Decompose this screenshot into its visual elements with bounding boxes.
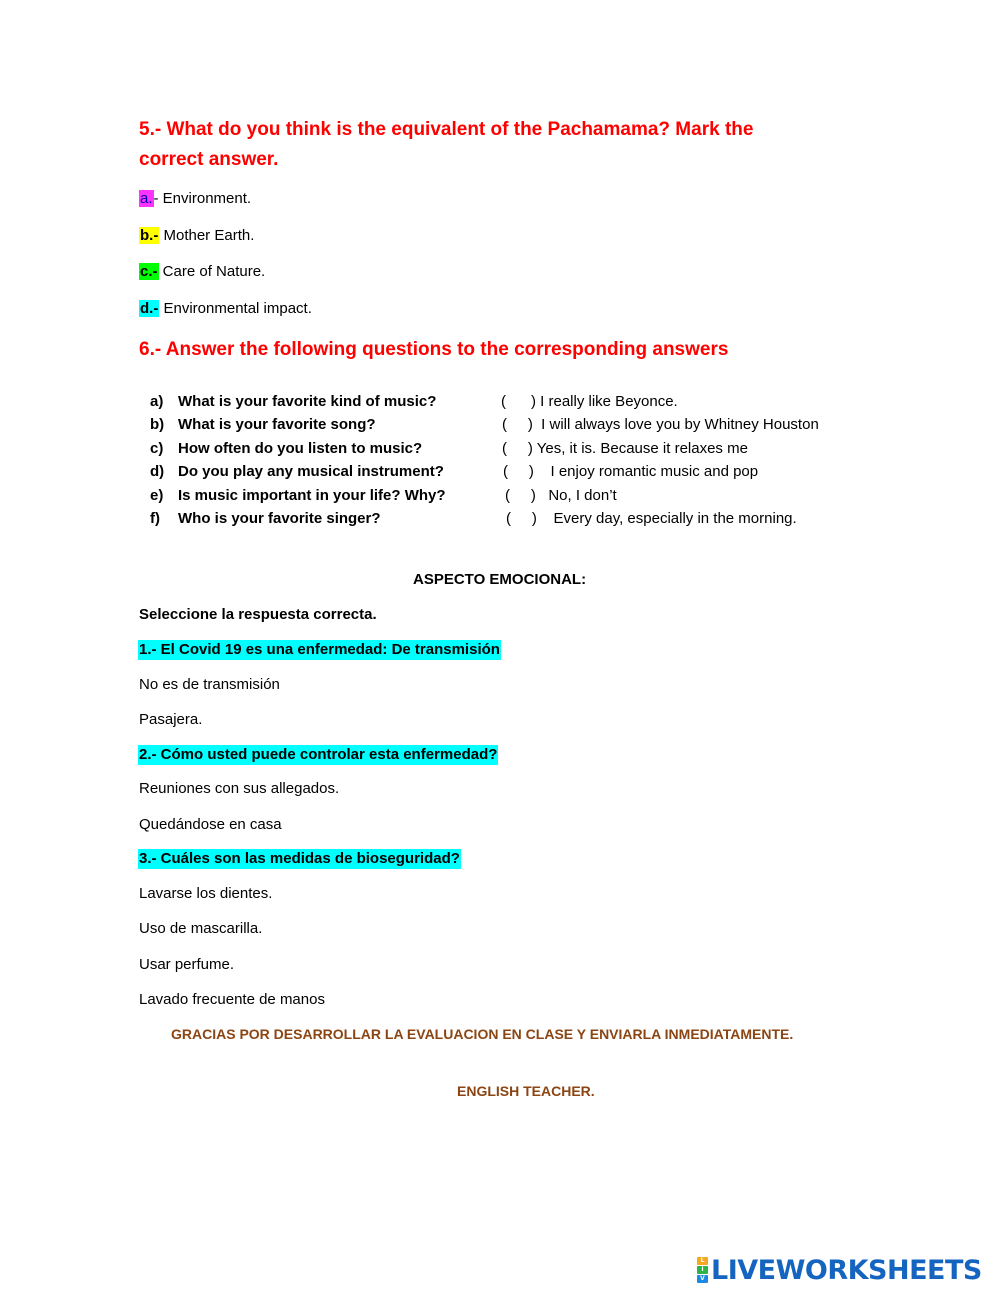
option-letter: d.- xyxy=(140,300,159,317)
question-letter: a) xyxy=(150,393,164,410)
question-text: Who is your favorite singer? xyxy=(178,510,381,527)
q6-question-d xyxy=(150,462,444,482)
question-letter: b) xyxy=(150,416,165,433)
q6-answer-4[interactable]: ( ) I enjoy romantic music and pop xyxy=(503,463,759,480)
q5-option-d[interactable] xyxy=(139,299,312,319)
q5-option-b[interactable] xyxy=(139,226,254,246)
q6-heading: 6.- Answer the following questions to the corresponding answers xyxy=(139,339,729,360)
question-text: What is your favorite song? xyxy=(178,416,376,433)
option-text: Care of Nature. xyxy=(158,263,266,280)
q6-question-c xyxy=(150,439,422,459)
emocional-q3-option-4[interactable]: Lavado frecuente de manos xyxy=(139,991,325,1008)
option-letter: c.- xyxy=(140,263,158,280)
emocional-q3-option-3[interactable]: Usar perfume. xyxy=(139,956,235,973)
logo-block: L xyxy=(697,1257,708,1265)
emocional-question-2: 2.- Cómo usted puede controlar esta enfermedad? xyxy=(139,746,498,763)
q6-question-e xyxy=(150,486,446,506)
option-text: Environmental impact. xyxy=(159,300,312,317)
emocional-q3-option-2[interactable]: Uso de mascarilla. xyxy=(139,920,263,937)
q5-heading-line2: correct answer. xyxy=(139,149,279,170)
option-text: Mother Earth. xyxy=(159,227,255,244)
question-letter: f) xyxy=(150,510,160,527)
q6-answer-1[interactable]: ( ) I really like Beyonce. xyxy=(501,393,678,410)
question-letter: c) xyxy=(150,440,164,457)
question-letter: e) xyxy=(150,487,164,504)
question-text: Do you play any musical instrument? xyxy=(178,463,444,480)
q6-question-a xyxy=(150,392,436,412)
logo-blocks-icon xyxy=(697,1257,708,1283)
q6-question-b xyxy=(150,415,376,435)
q5-option-a[interactable] xyxy=(139,189,251,209)
logo-block: V xyxy=(697,1275,708,1283)
liveworksheets-logo xyxy=(697,1254,982,1286)
emocional-question-1: 1.- El Covid 19 es una enfermedad: De transmisión xyxy=(139,641,500,658)
q5-option-c[interactable] xyxy=(139,262,265,282)
question-text: Is music important in your life? Why? xyxy=(178,487,446,504)
q6-answer-5[interactable]: ( ) No, I don’t xyxy=(505,487,617,504)
option-letter: a. xyxy=(140,190,153,207)
emocional-q1-option-1[interactable]: No es de transmisión xyxy=(139,676,280,693)
logo-block: I xyxy=(697,1266,708,1274)
q5-heading-line1: 5.- What do you think is the equivalent of the Pachamama? Mark the xyxy=(139,119,754,140)
option-text: - Environment. xyxy=(153,190,252,207)
closing-signature: ENGLISH TEACHER. xyxy=(457,1083,595,1099)
question-text: What is your favorite kind of music? xyxy=(178,393,437,410)
logo-text: LIVEWORKSHEETS xyxy=(711,1254,982,1286)
emocional-question-3: 3.- Cuáles son las medidas de bioseguridad? xyxy=(139,850,460,867)
emocional-q1-option-2[interactable]: Pasajera. xyxy=(139,711,203,728)
q6-answer-3[interactable]: ( ) Yes, it is. Because it relaxes me xyxy=(502,440,748,457)
emocional-q2-option-1[interactable]: Reuniones con sus allegados. xyxy=(139,780,340,797)
q6-answer-2[interactable]: ( ) I will always love you by Whitney Houston xyxy=(502,416,819,433)
question-letter: d) xyxy=(150,463,165,480)
emocional-instruction: Seleccione la respuesta correcta. xyxy=(139,606,377,623)
emocional-q2-option-2[interactable]: Quedándose en casa xyxy=(139,816,282,833)
q6-question-f xyxy=(150,509,381,529)
question-text: How often do you listen to music? xyxy=(178,440,423,457)
option-letter: b.- xyxy=(140,227,159,244)
q6-answer-6[interactable]: ( ) Every day, especially in the morning. xyxy=(506,510,797,527)
emocional-q3-option-1[interactable]: Lavarse los dientes. xyxy=(139,885,273,902)
emocional-heading: ASPECTO EMOCIONAL: xyxy=(413,571,587,588)
closing-thanks: GRACIAS POR DESARROLLAR LA EVALUACION EN CLASE Y ENVIARLA INMEDIATAMENTE. xyxy=(171,1026,794,1042)
